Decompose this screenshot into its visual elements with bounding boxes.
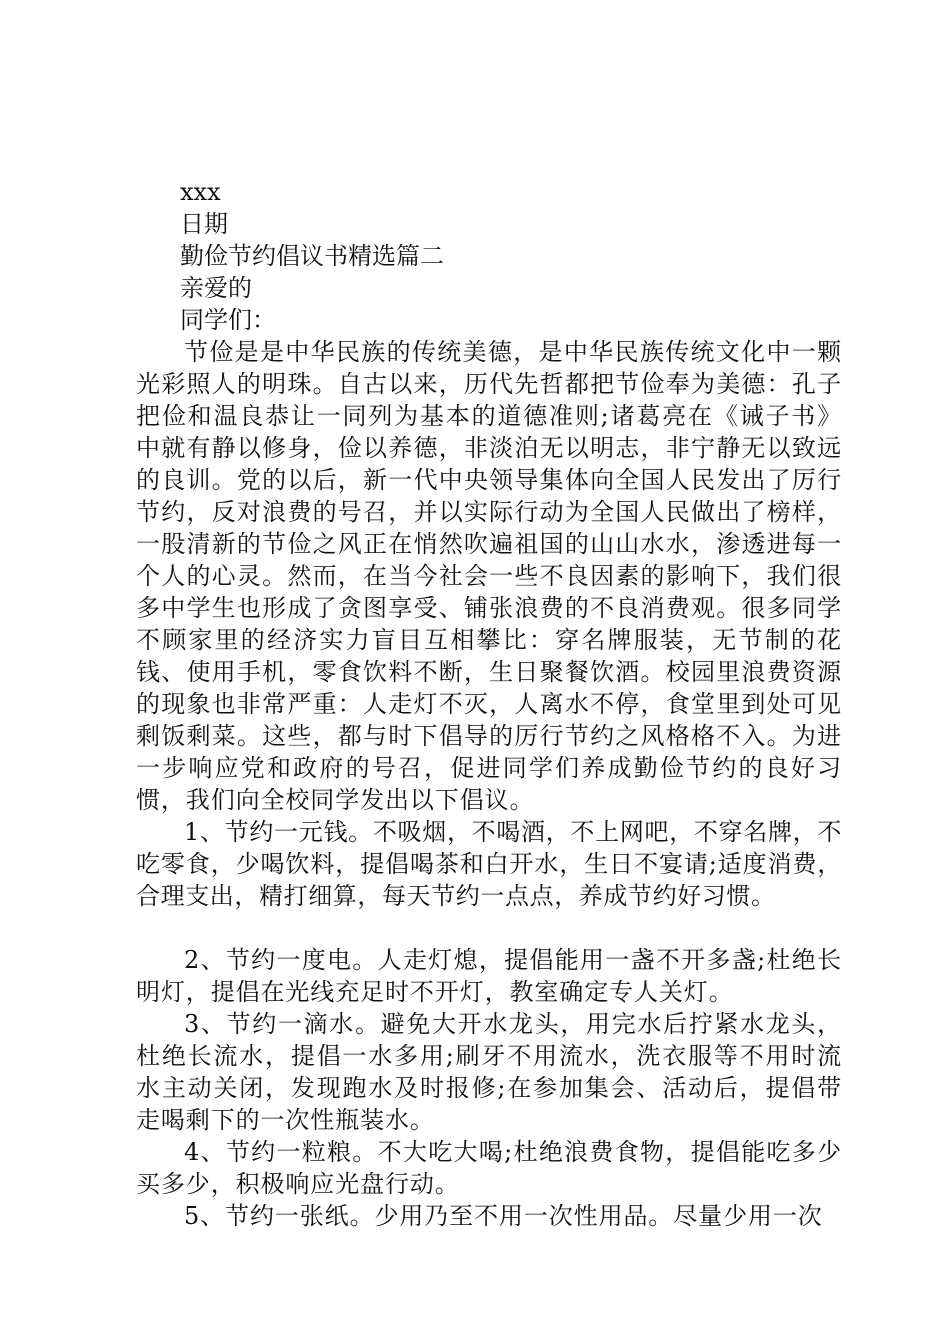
salutation-line-1: 亲爱的 [180, 274, 252, 302]
document-body [136, 176, 842, 1232]
section-title: 勤俭节约倡议书精选篇二 [180, 242, 444, 270]
item-4-paragraph: 4、节约一粒粮。不大吃大喝;杜绝浪费食物，提倡能吃多少买多少，积极响应光盘行动。 [136, 1138, 842, 1198]
paragraph-gap [136, 912, 842, 944]
intro-paragraph: 节俭是是中华民族的传统美德，是中华民族传统文化中一颗光彩照人的明珠。自古以来，历代先哲都把节俭奉为美德：孔子把俭和温良恭让一同列为基本的道德准则;诸葛亮在《诫子书》中就有静以修身，俭以养德，非淡泊无以明志，非宁静无以致远的良训。党的以后，新一代中央领导集体向全国人民发出了厉行节约，反对浪费的号召，并以实际行动为全国人民做出了榜样，一股清新的节俭之风正在悄然吹遍祖国的山山水水，渗透进每一个人的心灵。然而，在当今社会一些不良因素的影响下，我们很多中学生也形成了贪图享受、铺张浪费的不良消费观。很多同学不顾家里的经济实力盲目互相攀比：穿名牌服装，无节制的花钱、使用手机，零食饮料不断，生日聚餐饮酒。校园里浪费资源的现象也非常严重：人走灯不灭，人离水不停，食堂里到处可见剩饭剩菜。这些，都与时下倡导的厉行节约之风格格不入。为进一步响应党和政府的号召，促进同学们养成勤俭节约的良好习惯，我们向全校同学发出以下倡议。 [136, 338, 842, 814]
signature-name: xxx [180, 178, 221, 206]
item-5-paragraph: 5、节约一张纸。少用乃至不用一次性用品。尽量少用一次 [184, 1202, 823, 1230]
item-2-paragraph: 2、节约一度电。人走灯熄，提倡能用一盏不开多盏;杜绝长明灯，提倡在光线充足时不开灯，教室确定专人关灯。 [136, 946, 842, 1006]
signature-date: 日期 [180, 210, 228, 238]
item-1-paragraph: 1、节约一元钱。不吸烟，不喝酒，不上网吧，不穿名牌，不吃零食，少喝饮料，提倡喝茶和白开水，生日不宴请;适度消费，合理支出，精打细算，每天节约一点点，养成节约好习惯。 [136, 818, 842, 910]
salutation-line-2: 同学们： [180, 306, 276, 334]
item-3-paragraph: 3、节约一滴水。避免大开水龙头，用完水后拧紧水龙头，杜绝长流水，提倡一水多用;刷牙不用流水，洗衣服等不用时流水主动关闭，发现跑水及时报修;在参加集会、活动后，提倡带走喝剩下的一次性瓶装水。 [136, 1010, 842, 1134]
